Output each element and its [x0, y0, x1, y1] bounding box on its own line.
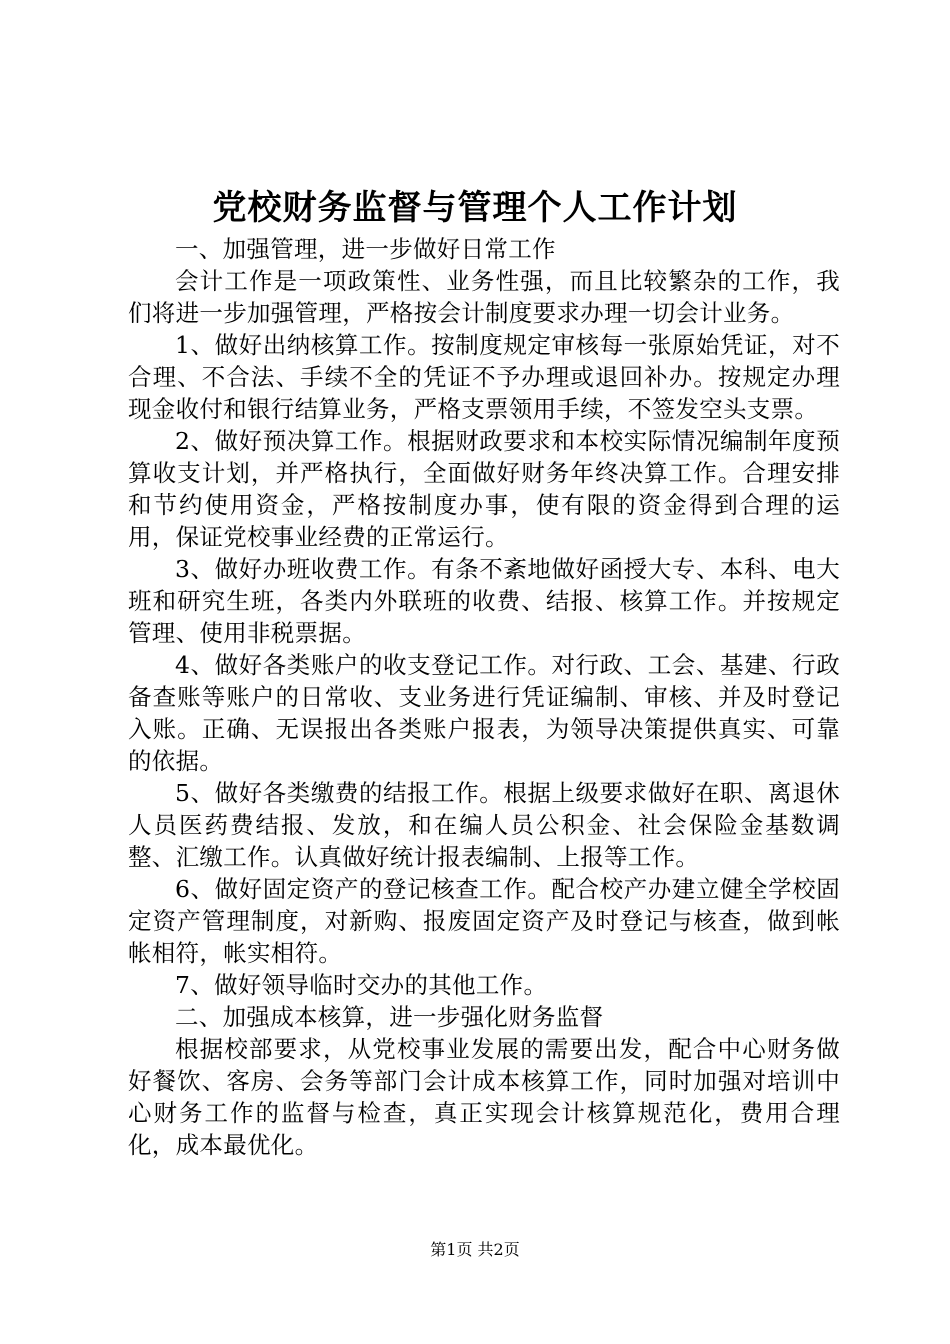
paragraph-item-7: 7、做好领导临时交办的其他工作。: [175, 971, 548, 999]
section-heading-1: 一、加强管理，进一步做好日常工作: [175, 235, 556, 263]
document-body: [128, 233, 840, 1161]
paragraph-item-3: 3、做好办班收费工作。有条不紊地做好函授大专、本科、电大班和研究生班，各类内外联班的收费、结报、核算工作。并按规定管理、使用非税票据。: [128, 555, 840, 647]
paragraph-item-2: 2、做好预决算工作。根据财政要求和本校实际情况编制年度预算收支计划，并严格执行，全面做好财务年终决算工作。合理安排和节约使用资金，严格按制度办事，使有限的资金得到合理的运用，保证党校事业经费的正常运行。: [128, 427, 840, 551]
document-title: 党校财务监督与管理个人工作计划: [212, 188, 738, 228]
paragraph-section-2: 根据校部要求，从党校事业发展的需要出发，配合中心财务做好餐饮、客房、会务等部门会计成本核算工作，同时加强对培训中心财务工作的监督与检查，真正实现会计核算规范化，费用合理化，成本最优化。: [128, 1035, 840, 1159]
page-footer: 第1页 共2页: [430, 1240, 520, 1259]
paragraph-intro: 会计工作是一项政策性、业务性强，而且比较繁杂的工作，我们将进一步加强管理，严格按会计制度要求办理一切会计业务。: [128, 267, 840, 327]
paragraph-item-4: 4、做好各类账户的收支登记工作。对行政、工会、基建、行政备查账等账户的日常收、支业务进行凭证编制、审核、并及时登记入账。正确、无误报出各类账户报表，为领导决策提供真实、可靠的依据。: [128, 651, 840, 775]
section-heading-2: 二、加强成本核算，进一步强化财务监督: [175, 1003, 604, 1031]
paragraph-item-1: 1、做好出纳核算工作。按制度规定审核每一张原始凭证，对不合理、不合法、手续不全的凭证不予办理或退回补办。按规定办理现金收付和银行结算业务，严格支票领用手续，不签发空头支票。: [128, 331, 840, 423]
paragraph-item-6: 6、做好固定资产的登记核查工作。配合校产办建立健全学校固定资产管理制度，对新购、报废固定资产及时登记与核查，做到帐帐相符，帐实相符。: [128, 875, 840, 967]
paragraph-item-5: 5、做好各类缴费的结报工作。根据上级要求做好在职、离退休人员医药费结报、发放，和在编人员公积金、社会保险金基数调整、汇缴工作。认真做好统计报表编制、上报等工作。: [128, 779, 840, 871]
